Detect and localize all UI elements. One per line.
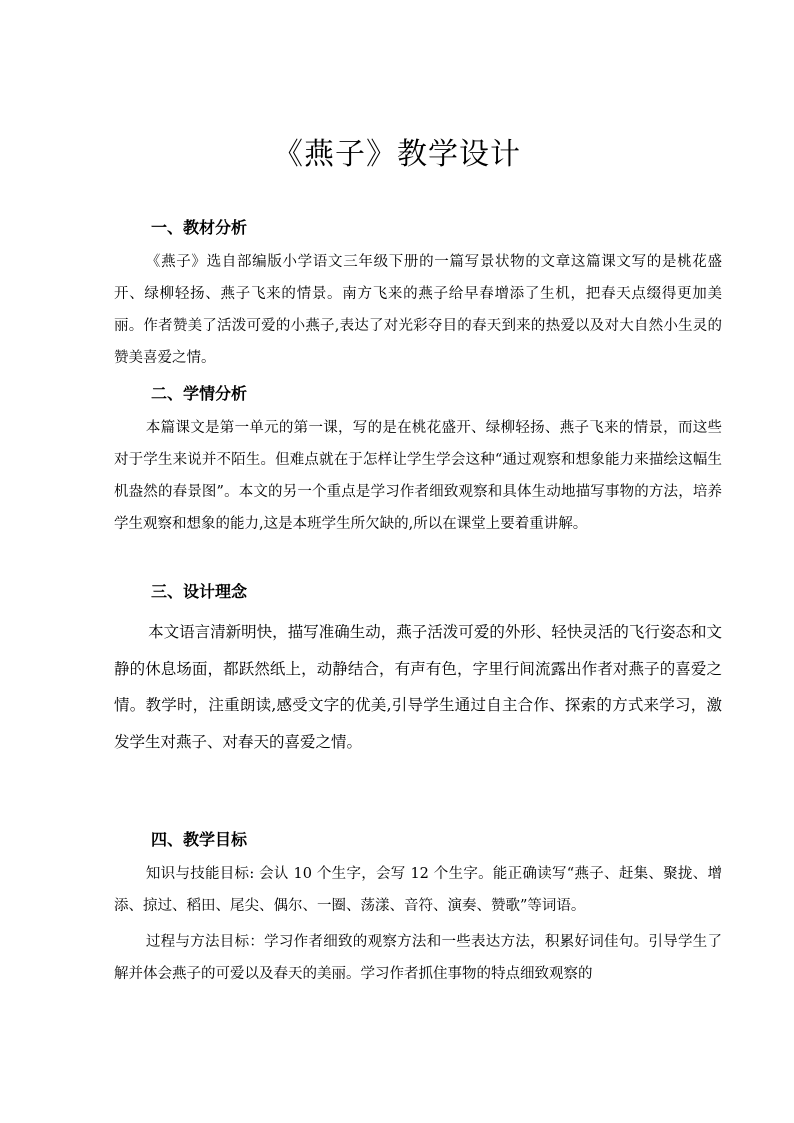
- paragraph-design-concept: 本文语言清新明快，描写准确生动，燕子活泼可爱的外形、轻快灵活的飞行姿态和文静的休息场面，都跃然纸上，动静结合，有声有色，字里行间流露出作者对燕子的喜爱之情。教学时，注重朗读,感受文字的优美,引导学生通过自主合作、探索的方式来学习，激发学生对燕子、对春天的喜爱之情。: [114, 623, 722, 751]
- section-heading-design-concept: 三、设计理念: [151, 582, 248, 601]
- section-heading-textbook-analysis: 一、教材分析: [151, 218, 248, 237]
- section-heading-teaching-goals: 四、教学目标: [151, 830, 248, 849]
- paragraph-learner-analysis: 本篇课文是第一单元的第一课，写的是在桃花盛开、绿柳轻扬、燕子飞来的情景，而这些对于学生来说并不陌生。但难点就在于怎样让学生学会这种“通过观察和想象能力来描绘这幅生机盎然的春景图”。本文的另一个重点是学习作者细致观察和具体生动地描写事物的方法，培养学生观察和想象的能力,这是本班学生所欠缺的,所以在课堂上要着重讲解。: [114, 420, 722, 532]
- paragraph-knowledge-skills-goal: 知识与技能目标: 会认 10 个生字，会写 12 个生字。能正确读写“燕子、赶集、聚拢、增添、掠过、稻田、尾尖、偶尔、一圈、荡漾、音符、演奏、赞歌”等词语。: [114, 866, 722, 914]
- document-title: 《燕子》教学设计: [273, 137, 521, 172]
- paragraph-process-method-goal: 过程与方法目标：学习作者细致的观察方法和一些表达方法，积累好词佳句。引导学生了解并体会燕子的可爱以及春天的美丽。学习作者抓住事物的特点细致观察的: [114, 934, 722, 982]
- section-heading-learner-analysis: 二、学情分析: [151, 384, 248, 403]
- paragraph-textbook-analysis: 《燕子》选自部编版小学语文三年级下册的一篇写景状物的文章这篇课文写的是桃花盛开、绿柳轻扬、燕子飞来的情景。南方飞来的燕子给早春增添了生机，把春天点缀得更加美丽。作者赞美了活泼可爱的小燕子,表达了对光彩夺目的春天到来的热爱以及对大自然小生灵的赞美喜爱之情。: [114, 254, 722, 366]
